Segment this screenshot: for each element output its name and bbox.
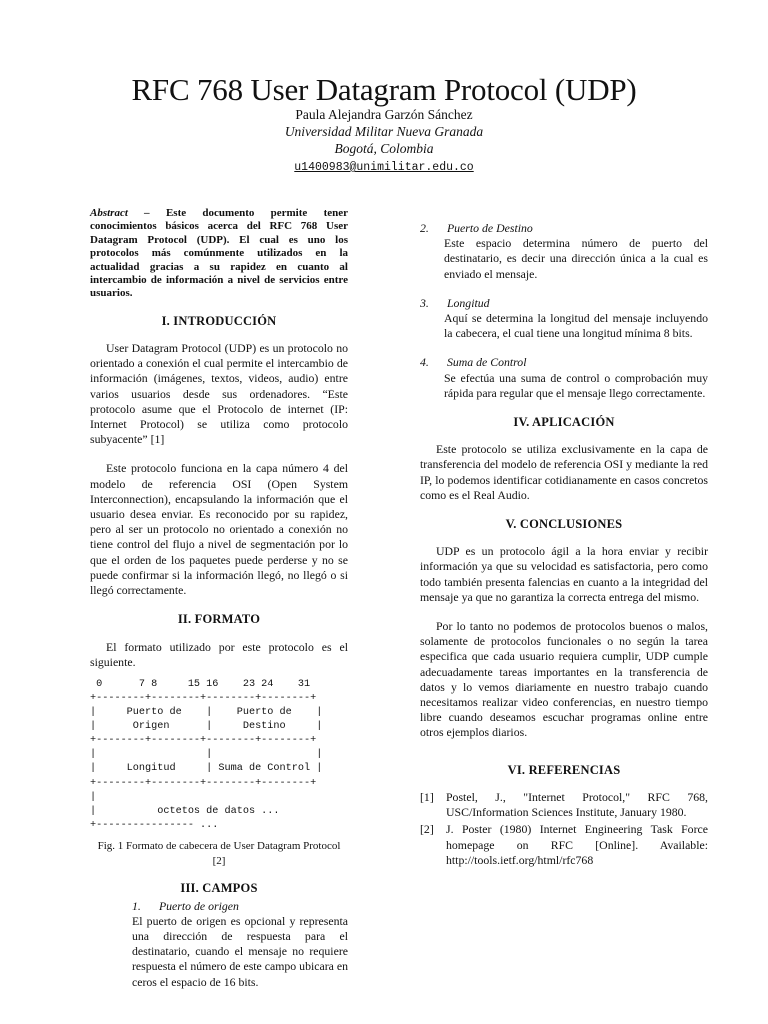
campo-title: Longitud [446, 295, 490, 310]
reference-item [420, 822, 708, 868]
campo-body: Aquí se determina la longitud del mensaje incluyendo la cabecera, el cual tiene una longitud mínima 8 bits. [444, 311, 708, 341]
right-column [420, 221, 708, 870]
abstract-text: Este documento permite tener conocimientos básicos acerca del RFC 768 User Datagram Protocol (UDP). El cual es uno los protocolos más comúnmente utilizados en la actualidad gracias a su rapidez en cuanto al intercambio de información a nivel de servicios entre usuarios. [90, 207, 348, 300]
section-heading-introduccion: I. INTRODUCCIÓN [161, 313, 277, 328]
author-affiliation: Universidad Militar Nueva Granada [284, 124, 484, 139]
figure-caption: Fig. 1 Formato de cabecera de User Datagram Protocol [2] [97, 839, 341, 868]
intro-paragraph-1: User Datagram Protocol (UDP) es un protocolo no orientado a conexión el cual permite el intercambio de información (imágenes, textos, videos, audio) entre varios usuarios desde sus ordenadores. “Este protocolo asume que el Protocolo de internet (IP: Internet Protocol) se utiliza como protocolo subyacente” [1] [90, 341, 348, 447]
campo-item [420, 296, 708, 342]
reference-item [420, 790, 708, 820]
campo-number: 3. [420, 295, 429, 310]
formato-paragraph: El formato utilizado por este protocolo es el siguiente. [90, 639, 348, 669]
author-name: Paula Alejandra Garzón Sánchez [295, 107, 473, 122]
paper-title: RFC 768 User Datagram Protocol (UDP) [131, 72, 637, 107]
reference-text: Postel, J., "Internet Protocol," RFC 768, USC/Information Sciences Institute, January 1980. [446, 789, 708, 820]
section-heading-aplicacion: IV. APLICACIÓN [513, 415, 615, 430]
campo-body: Este espacio determina número de puerto del destinatario, es decir una dirección única a la cual es enviado el mensaje. [444, 236, 708, 281]
campo-title: Suma de Control [446, 355, 527, 370]
campo-number: 1. [132, 898, 141, 913]
section-heading-formato: II. FORMATO [177, 612, 261, 627]
campo-item [420, 221, 708, 282]
section-heading-conclusiones: V. CONCLUSIONES [505, 517, 623, 532]
section-heading-referencias: VI. REFERENCIAS [507, 762, 621, 777]
campo-item [420, 355, 708, 401]
campo-item [90, 899, 348, 990]
reference-text: J. Poster (1980) Internet Engineering Task Force homepage on RFC [Online]. Available: http://tools.ietf.org/html/rfc768 [446, 822, 708, 867]
section-heading-campos: III. CAMPOS [180, 881, 258, 896]
campo-body: Se efectúa una suma de control o comprobación muy rápida para regular que el mensaje llego correctamente. [444, 370, 708, 400]
campo-body: El puerto de origen es opcional y representa una dirección de respuesta para el destinatario, cuando el mensaje no requiere respuesta el número de este campo ubicara en ceros el espacio de 16 bits. [132, 913, 348, 989]
conclusiones-paragraph-2: Por lo tanto no podemos de protocolos buenos o malos, solamente de protocolos funcionales o no según la tarea especifica que cada usuario requiera cumplir, UDP cumple adecuadamente tareas importantes en la transferencia de datos y lo vemos diariamente en nuestro trabajo cuando necesitamos realizar video conferencias, en nuestro tiempo libre cuando deseamos escuchar programas online entre otros ejemplos diarios. [420, 619, 708, 740]
intro-paragraph-2: Este protocolo funciona en la capa número 4 del modelo de referencia OSI (Open System Interconnection), encapsulando la información que el usuario desea enviar. Es reconocido por su rapidez, pero al ser un protocolo no orientado a conexión no tiene control del flujo a nivel de segmentación por lo que el orden de los paquetes puede perderse y no se puede confirmar si la información llegó, no llegó o si llegó correctamente. [90, 461, 348, 598]
campo-title: Puerto de Destino [446, 221, 533, 235]
reference-number: [2] [420, 822, 434, 837]
abstract [90, 207, 348, 301]
campo-title: Puerto de origen [158, 898, 239, 913]
author-block [0, 106, 768, 176]
references-list [420, 790, 708, 868]
reference-number: [1] [420, 789, 434, 804]
aplicacion-paragraph: Este protocolo se utiliza exclusivamente en la capa de transferencia del modelo de referencia OSI y mediante la red IP, lo podemos identificar cotidianamente en casos concretos como es el Real Audio. [420, 442, 708, 502]
left-column [90, 207, 348, 1004]
campo-number: 4. [420, 355, 429, 370]
conclusiones-paragraph-1: UDP es un protocolo ágil a la hora enviar y recibir información ya que su velocidad es satisfactoria, pero como todo también presenta falencias en cuanto a la integridad del mensaje ya que no garantiza la correcta entrega del mismo. [420, 544, 708, 604]
author-email-link[interactable]: u1400983@unimilitar.edu.co [294, 161, 474, 174]
campo-number: 2. [420, 221, 429, 235]
udp-header-diagram: 0 7 8 15 16 23 24 31 +--------+--------+--------+--------+ | Puerto de | Puerto de | | Origen | Destino | +--------+--------+--------+--------+ | | | | Longitud | Suma de Control | +--------+--------+--------+--------+ | | octetos de datos ... +---------------- ... [90, 678, 323, 831]
author-location: Bogotá, Colombia [334, 141, 434, 156]
abstract-label: Abstract – [90, 207, 150, 219]
